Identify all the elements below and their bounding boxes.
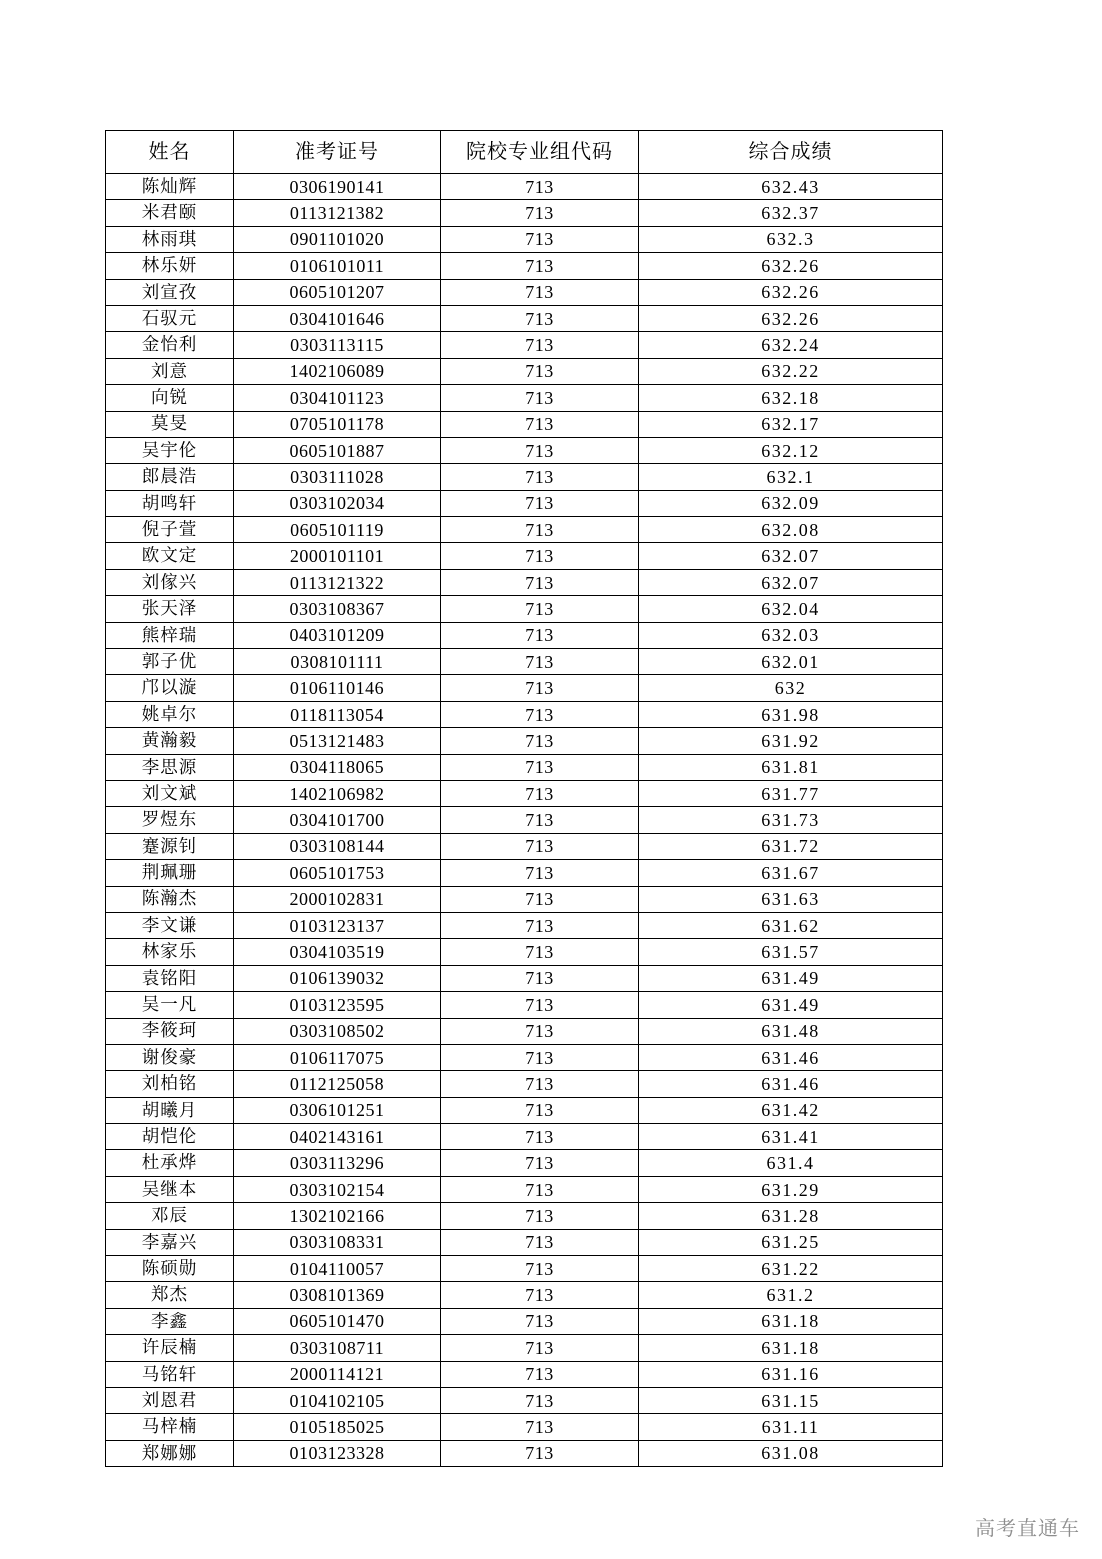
cell-composite-score: 631.41 [639,1124,943,1150]
cell-name: 吴一凡 [106,992,234,1018]
cell-ticket-number: 0103123328 [234,1440,441,1466]
cell-name: 石驭元 [106,305,234,331]
cell-composite-score: 631.98 [639,701,943,727]
table-row [106,385,943,411]
cell-major-group-code: 713 [441,912,639,938]
cell-ticket-number: 0303102154 [234,1176,441,1202]
cell-name: 陈硕勋 [106,1256,234,1282]
cell-major-group-code: 713 [441,807,639,833]
cell-major-group-code: 713 [441,1150,639,1176]
cell-name: 姚卓尔 [106,701,234,727]
table-row [106,649,943,675]
cell-ticket-number: 0605101119 [234,517,441,543]
cell-composite-score: 632.26 [639,305,943,331]
cell-composite-score: 632.09 [639,490,943,516]
cell-composite-score: 631.42 [639,1097,943,1123]
cell-name: 罗煜东 [106,807,234,833]
cell-major-group-code: 713 [441,279,639,305]
cell-composite-score: 632.26 [639,279,943,305]
cell-composite-score: 631.08 [639,1440,943,1466]
cell-name: 邝以漩 [106,675,234,701]
cell-ticket-number: 0303108502 [234,1018,441,1044]
cell-major-group-code: 713 [441,411,639,437]
cell-major-group-code: 713 [441,1256,639,1282]
cell-name: 林乐妍 [106,253,234,279]
cell-name: 袁铭阳 [106,965,234,991]
table-row [106,332,943,358]
table-row [106,1440,943,1466]
cell-composite-score: 631.18 [639,1335,943,1361]
cell-ticket-number: 0304103519 [234,939,441,965]
cell-ticket-number: 0705101178 [234,411,441,437]
cell-name: 郭子优 [106,649,234,675]
table-row [106,596,943,622]
cell-major-group-code: 713 [441,1203,639,1229]
cell-ticket-number: 0303108144 [234,833,441,859]
cell-composite-score: 632 [639,675,943,701]
cell-composite-score: 632.3 [639,226,943,252]
cell-major-group-code: 713 [441,728,639,754]
cell-name: 向锐 [106,385,234,411]
cell-name: 刘柏铭 [106,1071,234,1097]
table-row [106,279,943,305]
cell-name: 倪子萱 [106,517,234,543]
cell-name: 马铭轩 [106,1361,234,1387]
cell-composite-score: 632.18 [639,385,943,411]
cell-ticket-number: 0605101470 [234,1308,441,1334]
cell-ticket-number: 0306101251 [234,1097,441,1123]
cell-major-group-code: 713 [441,886,639,912]
cell-name: 李嘉兴 [106,1229,234,1255]
cell-composite-score: 631.81 [639,754,943,780]
table-row [106,411,943,437]
cell-major-group-code: 713 [441,332,639,358]
cell-composite-score: 631.18 [639,1308,943,1334]
cell-name: 林雨琪 [106,226,234,252]
cell-composite-score: 631.46 [639,1044,943,1070]
table-row [106,543,943,569]
cell-composite-score: 632.37 [639,200,943,226]
cell-ticket-number: 0104102105 [234,1387,441,1413]
cell-major-group-code: 713 [441,622,639,648]
cell-name: 金怡利 [106,332,234,358]
table-row [106,1071,943,1097]
cell-name: 吴继本 [106,1176,234,1202]
column-header-ticket-number: 准考证号 [234,131,441,174]
cell-ticket-number: 0303113115 [234,332,441,358]
cell-ticket-number: 0303108367 [234,596,441,622]
cell-composite-score: 631.28 [639,1203,943,1229]
table-row [106,754,943,780]
table-row [106,1044,943,1070]
cell-name: 米君颐 [106,200,234,226]
cell-name: 吴宇伦 [106,437,234,463]
cell-composite-score: 631.63 [639,886,943,912]
table-row [106,226,943,252]
table-row [106,833,943,859]
cell-major-group-code: 713 [441,992,639,1018]
table-row [106,912,943,938]
table-row [106,622,943,648]
cell-ticket-number: 0303108711 [234,1335,441,1361]
cell-name: 熊梓瑞 [106,622,234,648]
cell-major-group-code: 713 [441,200,639,226]
cell-major-group-code: 713 [441,464,639,490]
cell-major-group-code: 713 [441,1414,639,1440]
cell-name: 刘意 [106,358,234,384]
table-row [106,1308,943,1334]
cell-name: 莫旻 [106,411,234,437]
table-row [106,358,943,384]
cell-ticket-number: 0605101887 [234,437,441,463]
cell-composite-score: 631.72 [639,833,943,859]
cell-major-group-code: 713 [441,358,639,384]
cell-major-group-code: 713 [441,385,639,411]
cell-ticket-number: 0304101646 [234,305,441,331]
cell-major-group-code: 713 [441,1229,639,1255]
cell-ticket-number: 0113121382 [234,200,441,226]
cell-composite-score: 631.92 [639,728,943,754]
cell-ticket-number: 0112125058 [234,1071,441,1097]
column-header-name: 姓名 [106,131,234,174]
cell-ticket-number: 0106139032 [234,965,441,991]
table-row [106,1256,943,1282]
cell-composite-score: 631.25 [639,1229,943,1255]
cell-name: 刘文斌 [106,780,234,806]
cell-composite-score: 632.22 [639,358,943,384]
table-row [106,992,943,1018]
cell-name: 陈灿辉 [106,174,234,200]
cell-major-group-code: 713 [441,569,639,595]
column-header-composite-score: 综合成绩 [639,131,943,174]
table-row [106,464,943,490]
cell-major-group-code: 713 [441,1044,639,1070]
cell-name: 郎晨浩 [106,464,234,490]
cell-name: 荆珮珊 [106,860,234,886]
cell-major-group-code: 713 [441,437,639,463]
cell-ticket-number: 1402106982 [234,780,441,806]
cell-major-group-code: 713 [441,1282,639,1308]
cell-composite-score: 632.43 [639,174,943,200]
cell-ticket-number: 0513121483 [234,728,441,754]
cell-ticket-number: 0403101209 [234,622,441,648]
cell-composite-score: 632.03 [639,622,943,648]
cell-ticket-number: 0402143161 [234,1124,441,1150]
cell-composite-score: 631.22 [639,1256,943,1282]
table-row [106,174,943,200]
cell-composite-score: 631.49 [639,992,943,1018]
cell-ticket-number: 0303111028 [234,464,441,490]
cell-ticket-number: 0605101207 [234,279,441,305]
cell-major-group-code: 713 [441,860,639,886]
cell-major-group-code: 713 [441,1387,639,1413]
cell-composite-score: 632.24 [639,332,943,358]
cell-composite-score: 632.17 [639,411,943,437]
table-row [106,569,943,595]
cell-ticket-number: 0103123595 [234,992,441,1018]
cell-major-group-code: 713 [441,754,639,780]
cell-composite-score: 632.04 [639,596,943,622]
cell-composite-score: 631.4 [639,1150,943,1176]
table-row [106,1335,943,1361]
cell-ticket-number: 0303108331 [234,1229,441,1255]
cell-ticket-number: 0901101020 [234,226,441,252]
cell-name: 林家乐 [106,939,234,965]
cell-ticket-number: 0605101753 [234,860,441,886]
cell-name: 陈瀚杰 [106,886,234,912]
cell-composite-score: 631.73 [639,807,943,833]
cell-name: 蹇源钊 [106,833,234,859]
cell-name: 马梓楠 [106,1414,234,1440]
cell-name: 邓辰 [106,1203,234,1229]
cell-composite-score: 631.49 [639,965,943,991]
cell-ticket-number: 0113121322 [234,569,441,595]
table-row [106,780,943,806]
cell-composite-score: 631.67 [639,860,943,886]
cell-ticket-number: 0106117075 [234,1044,441,1070]
cell-ticket-number: 0105185025 [234,1414,441,1440]
cell-major-group-code: 713 [441,1097,639,1123]
cell-major-group-code: 713 [441,596,639,622]
table-row [106,517,943,543]
cell-ticket-number: 0303102034 [234,490,441,516]
cell-ticket-number: 0103123137 [234,912,441,938]
cell-major-group-code: 713 [441,1335,639,1361]
cell-composite-score: 632.1 [639,464,943,490]
cell-composite-score: 632.08 [639,517,943,543]
cell-major-group-code: 713 [441,517,639,543]
cell-ticket-number: 0304101123 [234,385,441,411]
cell-major-group-code: 713 [441,649,639,675]
cell-name: 李文谦 [106,912,234,938]
column-header-major-group-code: 院校专业组代码 [441,131,639,174]
table-row [106,860,943,886]
table-row [106,437,943,463]
table-row [106,1124,943,1150]
admission-score-table [105,130,943,1467]
cell-major-group-code: 713 [441,1176,639,1202]
cell-ticket-number: 0303113296 [234,1150,441,1176]
cell-major-group-code: 713 [441,701,639,727]
table-row [106,1229,943,1255]
cell-name: 胡鸣轩 [106,490,234,516]
cell-ticket-number: 0106101011 [234,253,441,279]
cell-major-group-code: 713 [441,1361,639,1387]
table-row [106,807,943,833]
table-row [106,701,943,727]
cell-composite-score: 632.12 [639,437,943,463]
table-row [106,939,943,965]
cell-major-group-code: 713 [441,1071,639,1097]
cell-major-group-code: 713 [441,1018,639,1044]
table-body [106,174,943,1467]
cell-major-group-code: 713 [441,833,639,859]
table-row [106,253,943,279]
cell-major-group-code: 713 [441,1124,639,1150]
cell-name: 刘傢兴 [106,569,234,595]
cell-name: 黄瀚毅 [106,728,234,754]
cell-name: 李筱珂 [106,1018,234,1044]
table-row [106,886,943,912]
cell-name: 胡恺伦 [106,1124,234,1150]
table-row [106,1203,943,1229]
table-row [106,305,943,331]
cell-ticket-number: 1302102166 [234,1203,441,1229]
cell-name: 郑杰 [106,1282,234,1308]
cell-name: 谢俊豪 [106,1044,234,1070]
table-row [106,675,943,701]
cell-ticket-number: 0308101369 [234,1282,441,1308]
cell-composite-score: 632.01 [639,649,943,675]
cell-major-group-code: 713 [441,490,639,516]
table-header [106,131,943,174]
cell-composite-score: 632.07 [639,569,943,595]
cell-name: 李鑫 [106,1308,234,1334]
cell-ticket-number: 0304101700 [234,807,441,833]
cell-major-group-code: 713 [441,965,639,991]
cell-major-group-code: 713 [441,253,639,279]
cell-name: 张天泽 [106,596,234,622]
cell-ticket-number: 0308101111 [234,649,441,675]
cell-composite-score: 631.16 [639,1361,943,1387]
cell-major-group-code: 713 [441,305,639,331]
table-row [106,1097,943,1123]
cell-composite-score: 632.07 [639,543,943,569]
cell-composite-score: 631.29 [639,1176,943,1202]
watermark-label: 高考直通车 [975,1518,1080,1540]
cell-composite-score: 631.62 [639,912,943,938]
cell-major-group-code: 713 [441,174,639,200]
cell-ticket-number: 2000101101 [234,543,441,569]
table-row [106,1018,943,1044]
cell-major-group-code: 713 [441,780,639,806]
table-row [106,1414,943,1440]
cell-ticket-number: 0106110146 [234,675,441,701]
cell-name: 胡曦月 [106,1097,234,1123]
cell-ticket-number: 1402106089 [234,358,441,384]
cell-composite-score: 632.26 [639,253,943,279]
cell-composite-score: 631.77 [639,780,943,806]
cell-major-group-code: 713 [441,543,639,569]
cell-major-group-code: 713 [441,226,639,252]
cell-major-group-code: 713 [441,1440,639,1466]
cell-major-group-code: 713 [441,939,639,965]
cell-ticket-number: 2000114121 [234,1361,441,1387]
table-row [106,728,943,754]
cell-composite-score: 631.11 [639,1414,943,1440]
cell-composite-score: 631.57 [639,939,943,965]
table-row [106,1176,943,1202]
cell-name: 李思源 [106,754,234,780]
table-row [106,1282,943,1308]
table-row [106,200,943,226]
cell-ticket-number: 0118113054 [234,701,441,727]
table-row [106,490,943,516]
table-row [106,1150,943,1176]
cell-name: 刘宣孜 [106,279,234,305]
cell-name: 许辰楠 [106,1335,234,1361]
table-row [106,1361,943,1387]
cell-name: 郑娜娜 [106,1440,234,1466]
cell-ticket-number: 2000102831 [234,886,441,912]
cell-composite-score: 631.48 [639,1018,943,1044]
cell-major-group-code: 713 [441,1308,639,1334]
cell-composite-score: 631.15 [639,1387,943,1413]
cell-name: 欧文定 [106,543,234,569]
cell-composite-score: 631.2 [639,1282,943,1308]
table-row [106,1387,943,1413]
table-row [106,965,943,991]
cell-composite-score: 631.46 [639,1071,943,1097]
cell-ticket-number: 0304118065 [234,754,441,780]
cell-name: 杜承烨 [106,1150,234,1176]
cell-ticket-number: 0306190141 [234,174,441,200]
cell-name: 刘恩君 [106,1387,234,1413]
table-header-row [106,131,943,174]
cell-ticket-number: 0104110057 [234,1256,441,1282]
cell-major-group-code: 713 [441,675,639,701]
